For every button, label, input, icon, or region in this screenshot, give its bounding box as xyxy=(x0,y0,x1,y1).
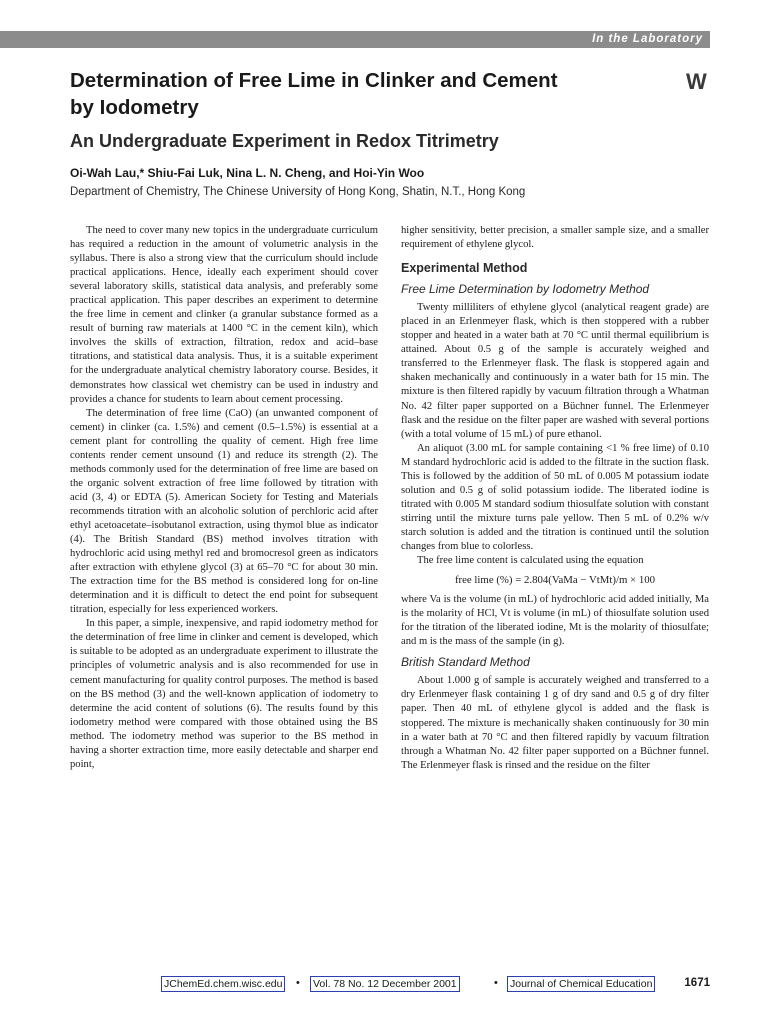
paragraph-bs-procedure: About 1.000 g of sample is accurately weighed and transferred to a dry Erlenmeyer flask containing 1 g of dry sand and 0.5 g of dry filter paper. Then 40 mL of ethylene glycol is added and the flask is stoppered. The mixture is mechanically shaken continuously for 30 min in a water bath at 70 °C and then filtered rapidly by vacuum filtration through a Whatman No. 42 filter paper supported on a Büchner funnel. The Erlenmeyer flask is rinsed and the residue on the filter xyxy=(401,675,709,771)
article-subtitle: An Undergraduate Experiment in Redox Titrimetry xyxy=(70,131,499,151)
title-line-1: Determination of Free Lime in Clinker and Cement xyxy=(70,69,558,92)
paragraph-titration-procedure: An aliquot (3.00 mL for sample containing <1 % free lime) of 0.10 M standard hydrochloric acid is added to the filtrate in the suction flask. This is followed by the addition of 50 mL of 0.005 M potassium iodate solution and 0.5 g of solid potassium iodide. The liberated iodine is titrated with 0.005 M standard sodium thiosulfate solution with constant stirring until the mixture turns pale yellow. Then 5 mL of 0.2% w/v starch solution is added and the titration is continued until the solution changes from blue to colorless. xyxy=(401,442,709,552)
paragraph-extraction-procedure: Twenty milliliters of ethylene glycol (analytical reagent grade) are placed in an Erlenmeyer flask, which is then stoppered with a rubber stopper and heated in a water bath at 70 °C until thermal equilibrium is attained. About 0.5 g of the sample is accurately weighed and transferred to the Erlenmeyer flask. The flask is stoppered again and shaken mechanically and continuously in a water bath for 15 min. The mixture is then filtered rapidly by vacuum filtration through a Whatman No. 42 filter paper supported on a Büchner funnel. The Erlenmeyer flask and the residue on the filter paper are washed with several portions (with a total volume of 15 mL) of pure ethanol. xyxy=(401,302,709,440)
paragraph-continued: higher sensitivity, better precision, a smaller sample size, and a smaller requirement of ethylene glycol. xyxy=(401,225,709,251)
section-header-bar xyxy=(0,31,710,48)
paragraph-method-summary: In this paper, a simple, inexpensive, and rapid iodometry method for the determination of free lime in clinker and cement is developed, which is suitable to be adopted as an undergraduate experiment to illustrate the principles of volumetric analysis and is also recommended for use in cement manufacturing for quality control purposes. The method is based on the BS method (3) and the well-known application of iodometry to determine the acid content of solutions (6). The results found by this iodometry method were compared with those obtained using the BS method. The iodometry method was superior to the BS method in having a shorter extraction time, more easily detectable and sharper end point, xyxy=(70,618,378,770)
left-column xyxy=(70,224,378,772)
heading-experimental-method: Experimental Method xyxy=(401,261,528,276)
page-footer xyxy=(0,976,710,992)
paragraph-intro: The need to cover many new topics in the undergraduate curriculum has required a reduction in the amount of volumetric analysis in the syllabus. There is also a strong view that the curriculum should include practical applications. Hence, ideally each experiment should cover several laboratory skills, statistical data analysis, and preferably some practical application. This paper describes an experiment to determine the free lime in cement and clinker (a granular substance formed as a result of burning raw materials at 1400 °C in the cement kiln), which involves the skills of extraction, filtration, redox and acid–base titrations, and statistical data analysis. Thus, it is a suitable experiment for the undergraduate analytical chemistry laboratory course. Besides, it demonstrates how classical wet chemistry can be used in industry and provides a chance for students to learn about cement processing. xyxy=(70,225,378,405)
paragraph-equation-variables: where Va is the volume (in mL) of hydrochloric acid added initially, Ma is the molarity of HCl, Vt is volume (in mL) of thiosulfate solution used for the titration of the liberated iodine, Mt is the molarity of thiosulfate; and m is the mass of the sample (in g). xyxy=(401,594,709,648)
footer-bullet: • xyxy=(296,977,300,989)
web-logo-icon: W xyxy=(686,69,707,94)
page-number: 1671 xyxy=(684,977,710,989)
footer-website-link[interactable]: JChemEd.chem.wisc.edu xyxy=(161,976,285,992)
section-label: In the Laboratory xyxy=(592,33,703,45)
free-lime-equation: free lime (%) = 2.804(VaMa − VtMt)/m × 100 xyxy=(454,574,656,587)
right-column xyxy=(401,224,709,773)
heading-free-lime-iodometry: Free Lime Determination by Iodometry Method xyxy=(401,282,650,297)
footer-bullet: • xyxy=(494,977,498,989)
heading-british-standard: British Standard Method xyxy=(401,655,530,670)
paragraph-background: The determination of free lime (CaO) (an unwanted component of cement) in clinker (ca. 1.5%) and cement (0.5–1.5%) is essential at a cement plant for controlling the quality of cement. High free lime contents render cement unsound (1) and reduce its strength (2). The methods commonly used for the determination of free lime are based on the organic solvent extraction of free lime followed by titration with acid (3, 4) or EDTA (5). American Society for Testing and Materials recommends titration with an alcoholic solution of perchloric acid after ethyl acetoacetate–isobutanol extraction, using thymol blue as indicator (4). The British Standard (BS) method involves titration with hydrochloric acid using methyl red and bromocresol green as indicators after extraction with ethylene glycol (3) at 65–70 °C for about 30 min. The extraction time for the BS method is considered long for on-line determination and it is difficult to detect the end point for subsequent titration, especially for less experienced workers. xyxy=(70,407,378,616)
footer-journal-link[interactable]: Journal of Chemical Education xyxy=(507,976,655,992)
article-title xyxy=(70,67,630,121)
author-list: Oi-Wah Lau,* Shiu-Fai Luk, Nina L. N. Cheng, and Hoi-Yin Woo xyxy=(70,166,425,180)
paragraph-equation-intro: The free lime content is calculated using the equation xyxy=(417,555,644,567)
affiliation: Department of Chemistry, The Chinese University of Hong Kong, Shatin, N.T., Hong Kong xyxy=(70,186,526,198)
footer-volume-link[interactable]: Vol. 78 No. 12 December 2001 xyxy=(310,976,460,992)
title-line-2: by Iodometry xyxy=(70,96,199,119)
